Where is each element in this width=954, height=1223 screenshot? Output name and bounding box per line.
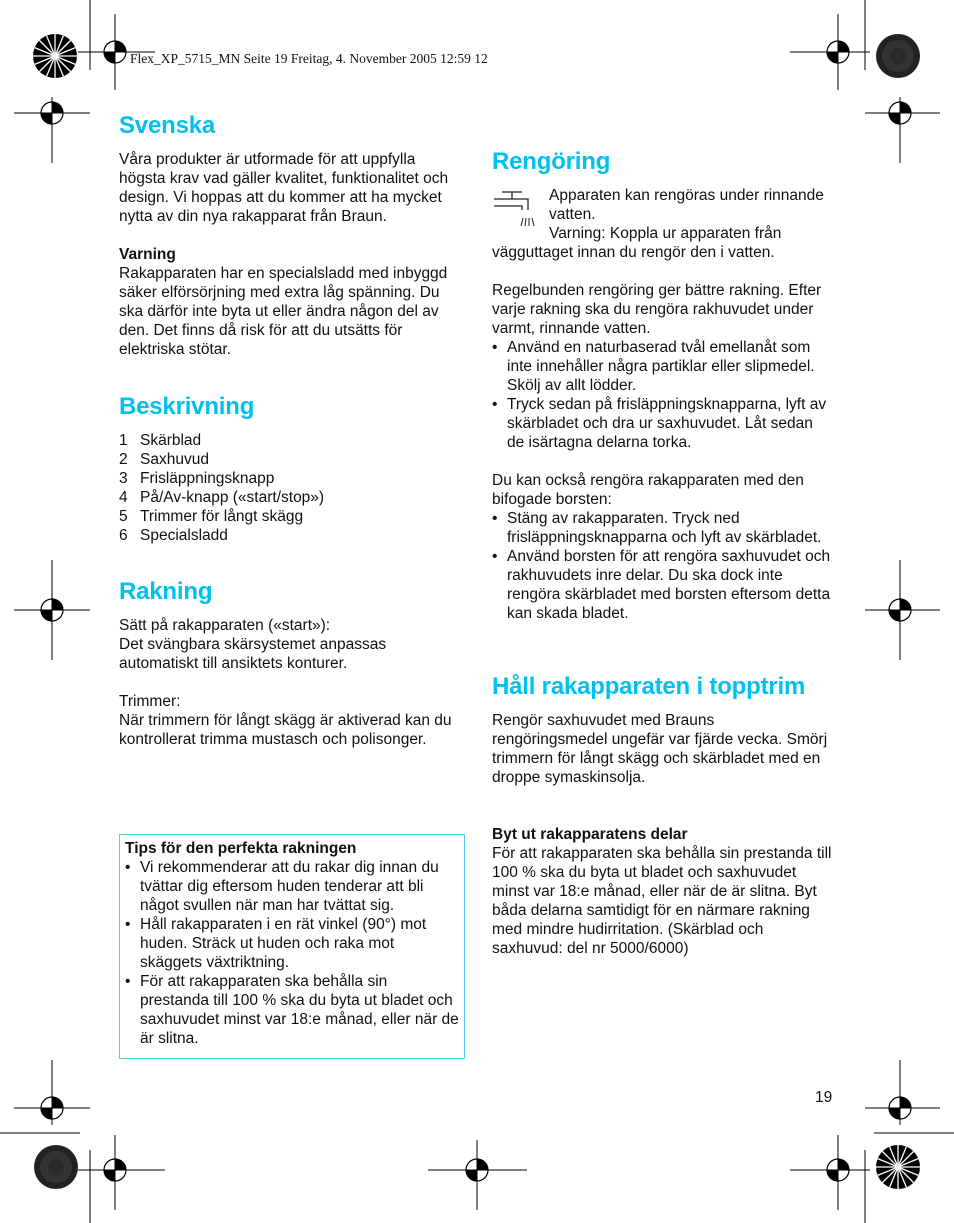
rengoring-bullets-2 bbox=[492, 509, 834, 623]
topptrim-p1: Rengör saxhuvudet med Brauns rengöringsmedel ungefär var fjärde vecka. Smörj trimmern för långt skägg och skärbladet med en droppe symaskinsolja. bbox=[492, 712, 828, 786]
rakning-p1b: Det svängbara skärsystemet anpassas automatiskt till ansiktets konturer. bbox=[119, 636, 387, 672]
list-item: 5 Trimmer för långt skägg bbox=[119, 508, 304, 525]
left-column bbox=[119, 112, 464, 749]
list-item: 2 Saxhuvud bbox=[119, 451, 209, 468]
starburst-icon bbox=[876, 34, 920, 78]
list-item: • För att rakapparaten ska behålla sin prestanda till 100 % ska du byta ut bladet och saxhuvudet minst var 18:e månad, eller när de är slitna. bbox=[125, 973, 459, 1047]
water-tap-icon bbox=[492, 188, 540, 230]
heading-svenska: Svenska bbox=[119, 112, 216, 139]
intro-paragraph: Våra produkter är utformade för att uppfylla högsta krav vad gäller kvalitet, funktionalitet och design. Vi hoppas att du kommer att ha mycket nytta av din nya rakapparat från Braun. bbox=[119, 151, 449, 225]
list-item: • Håll rakapparaten i en rät vinkel (90°) mot huden. Sträck ut huden och raka mot skäggets växtriktning. bbox=[125, 916, 427, 971]
list-item: • Tryck sedan på frisläppningsknapparna, lyft av skärbladet och dra ur saxhuvudet. Låt sedan de isärtagna delarna torka. bbox=[492, 396, 827, 451]
print-header: Flex_XP_5715_MN Seite 19 Freitag, 4. November 2005 12:59 12 bbox=[130, 51, 488, 66]
rengoring-p2: Du kan också rengöra rakapparaten med den bifogade borsten: bbox=[492, 472, 804, 508]
heading-rakning: Rakning bbox=[119, 578, 213, 605]
parts-list bbox=[119, 431, 464, 545]
rengoring-p1: Regelbunden rengöring ger bättre rakning. Efter varje rakning ska du rengöra rakhuvudet under varmt, rinnande vatten. bbox=[492, 282, 822, 337]
byt-text: För att rakapparaten ska behålla sin prestanda till 100 % ska du byta ut bladet och saxhuvudet minst var 18:e månad, eller när de är slitna. Byt båda delarna samtidigt för en närmare rakning med mindre hudirritation. (Skärblad och saxhuvud: del nr 5000/6000) bbox=[492, 845, 832, 957]
water-note-text: Apparaten kan rengöras under rinnande vatten. bbox=[549, 187, 824, 223]
byt-title: Byt ut rakapparatens delar bbox=[492, 826, 688, 843]
tips-box bbox=[119, 834, 465, 1059]
water-warning: Varning: Koppla ur apparaten från vägguttaget innan du rengör den i vatten. bbox=[492, 225, 782, 261]
rakning-p2a: Trimmer: bbox=[119, 693, 181, 710]
list-item: 3 Frisläppningsknapp bbox=[119, 470, 275, 487]
rakning-p2b: När trimmern för långt skägg är aktiverad kan du kontrollerat trimma mustasch och polisonger. bbox=[119, 712, 452, 748]
starburst-icon bbox=[34, 1145, 78, 1189]
water-note bbox=[492, 186, 834, 262]
heading-rengoring: Rengöring bbox=[492, 148, 611, 175]
list-item: 6 Specialsladd bbox=[119, 527, 228, 544]
rakning-p1a: Sätt på rakapparaten («start»): bbox=[119, 617, 331, 634]
list-item: • Använd borsten för att rengöra saxhuvudet och rakhuvudets inre delar. Du ska dock inte rengöra skärbladet med borsten eftersom detta kan skada bladet. bbox=[492, 548, 831, 622]
starburst-icon bbox=[876, 1145, 920, 1189]
heading-beskrivning: Beskrivning bbox=[119, 393, 255, 420]
warning-title: Varning bbox=[119, 246, 176, 263]
page-number: 19 bbox=[815, 1089, 833, 1106]
rengoring-bullets-1 bbox=[492, 338, 834, 452]
heading-topptrim: Håll rakapparaten i topptrim bbox=[492, 673, 806, 700]
tips-title: Tips för den perfekta rakningen bbox=[125, 840, 357, 857]
list-item: • Stäng av rakapparaten. Tryck ned frisläppningsknapparna och lyft av skärbladet. bbox=[492, 510, 822, 546]
list-item: • Använd en naturbaserad tvål emellanåt som inte innehåller några partiklar eller slipmedel. Skölj av allt lödder. bbox=[492, 339, 815, 394]
list-item: 1 Skärblad bbox=[119, 432, 202, 449]
tips-list bbox=[125, 858, 459, 1048]
list-item: • Vi rekommenderar att du rakar dig innan du tvättar dig eftersom huden tenderar att bli något svullen när man har tvättat sig. bbox=[125, 859, 439, 914]
list-item: 4 På/Av-knapp («start/stop») bbox=[119, 489, 325, 506]
warning-text: Rakapparaten har en specialsladd med inbyggd säker elförsörjning med extra låg spänning. Du ska därför inte byta ut eller ändra någon del av den. Det finns då risk för att du utsätts för elektriska stötar. bbox=[119, 265, 448, 358]
right-column bbox=[492, 148, 834, 958]
starburst-icon bbox=[33, 34, 77, 78]
